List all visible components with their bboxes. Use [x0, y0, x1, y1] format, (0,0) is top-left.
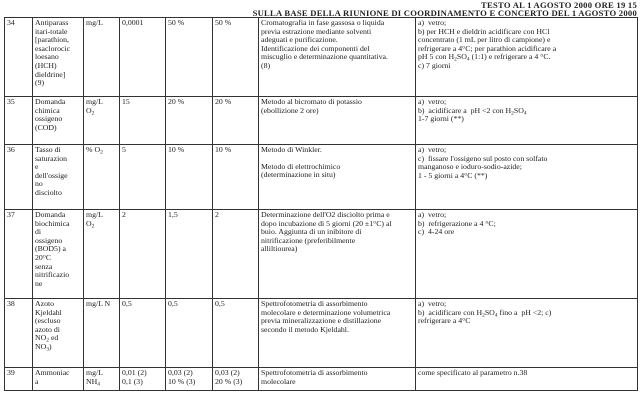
param-value-3-cell [213, 299, 259, 368]
param-conservation-text: come specificato al parametro n.38 [418, 368, 528, 377]
param-value-2-cell [166, 210, 213, 299]
param-name-text: 20°C [35, 252, 52, 262]
param-method-text: dopo incubazione di 5 giorni (20 ±1°C) al [261, 218, 392, 228]
param-value-1-text: 0,5 [122, 299, 132, 308]
param-name-text: ne [35, 278, 43, 288]
param-name-text: Kjeldahl [35, 307, 62, 317]
param-method-cell [259, 368, 416, 391]
param-method-text: Metodo di Winkler. [261, 145, 322, 154]
param-name-text: no [35, 179, 43, 189]
param-method-text: Spettrofotometria di assorbimento [261, 368, 368, 377]
param-name-text: saturazion [35, 153, 68, 163]
param-name-cell [33, 145, 84, 210]
param-name-text: (BOD5) a [35, 244, 66, 254]
param-name-text: (9) [35, 78, 45, 88]
param-conservation-text: refrigerare a 4°C; per parathion acidificare a [418, 43, 557, 53]
param-name-text: disciolto [35, 187, 62, 197]
param-number-text: 37 [7, 210, 15, 219]
param-method-text: Spettrofotometria di assorbimento [261, 299, 368, 308]
param-name-text: dieldrine] [35, 69, 66, 79]
param-name-text: dell'ossige [35, 170, 68, 180]
param-number-cell [5, 18, 33, 97]
param-method-cell [259, 18, 416, 97]
param-method-text: secondo il metodo Kjeldahl. [261, 324, 349, 334]
parameters-table [4, 17, 638, 391]
param-name-text: ossigeno [35, 235, 63, 245]
param-method-text: (ebollizione 2 ore) [261, 105, 319, 115]
param-method-text: previa estrazione mediante solventi [261, 26, 372, 36]
param-conservation-text: pH 5 con $H_2SO_4$ (1:1) e refrigerare a 4 °C. [418, 52, 551, 63]
param-method-text: previa mineralizzazione e distillazione [261, 316, 382, 326]
param-value-2-cell [166, 145, 213, 210]
param-value-1-cell [120, 97, 166, 145]
param-value-2-text: 0,5 [168, 299, 178, 308]
param-value-3-text: 10 % [215, 145, 232, 154]
param-name-text: a [35, 376, 39, 386]
document-header-date: TESTO AL 1 AGOSTO 2000 ORE 19 15 [481, 0, 637, 10]
param-name-text: ossigeno [35, 114, 63, 124]
param-unit-text: $NH_4$ [86, 376, 101, 388]
param-name-text: e [35, 162, 39, 172]
param-unit-text: mg/L [86, 368, 103, 377]
param-unit-cell [84, 18, 120, 97]
param-name-text: di [35, 227, 42, 237]
param-method-cell [259, 145, 416, 210]
param-value-3-text: 20 % [215, 97, 232, 106]
param-unit-text: % $O_2$ [86, 145, 103, 156]
param-method-text: buio. Aggiunta di un inibitore di [261, 227, 362, 237]
param-conservation-text: c) 4-24 ore [418, 227, 455, 237]
param-method-text: nitrificazione (preferibilmente [261, 235, 356, 245]
param-name-cell [33, 368, 84, 391]
param-value-3-cell [213, 210, 259, 299]
param-value-1-text: 2 [122, 210, 126, 219]
param-name-text: senza [35, 261, 53, 271]
param-number-text: 36 [7, 145, 15, 154]
param-value-1-text: 0,1 (3) [122, 376, 143, 386]
param-conservation-text: b) acidificare con $H_2SO_4$ fino a pH <2; c) [418, 307, 552, 319]
param-method-text: Metodo di elettrochimico [261, 161, 341, 171]
param-value-3-text: 0,5 [215, 299, 225, 308]
param-unit-cell [84, 145, 120, 210]
param-value-3-cell [213, 97, 259, 145]
param-method-cell [259, 210, 416, 299]
param-name-text: esaclorocic [35, 43, 71, 53]
param-conservation-cell [416, 18, 638, 97]
param-value-2-text: 20 % [168, 97, 185, 106]
param-conservation-text: a) vetro; [418, 210, 447, 219]
param-value-1-text: 5 [122, 145, 126, 154]
param-conservation-text: b) refrigerazione a 4 °C; [418, 218, 496, 228]
param-conservation-cell [416, 299, 638, 368]
param-conservation-cell [416, 368, 638, 391]
param-number-text: 34 [7, 18, 15, 27]
parameters-table-body [5, 18, 638, 391]
param-name-text: Domanda [35, 210, 66, 219]
param-name-text: loesano [35, 52, 59, 62]
param-value-1-text: 15 [122, 97, 130, 106]
param-name-cell [33, 97, 84, 145]
param-value-3-cell [213, 145, 259, 210]
param-conservation-text: a) vetro; [418, 97, 447, 106]
param-conservation-text: a) vetro; [418, 145, 447, 154]
param-conservation-cell [416, 210, 638, 299]
param-value-1-cell [120, 299, 166, 368]
param-name-text: (COD) [35, 122, 57, 132]
param-conservation-text: c) fissare l'ossigeno sul posto con solfato [418, 153, 548, 163]
param-value-3-cell [213, 368, 259, 391]
param-unit-text: mg/L [86, 18, 103, 27]
param-name-cell [33, 299, 84, 368]
param-method-text: molecolare e determinazione volumetrica [261, 307, 391, 317]
param-value-3-text: 20 % (3) [215, 376, 243, 386]
param-name-text: (HCH) [35, 60, 57, 70]
param-number-cell [5, 368, 33, 391]
param-method-text: adeguati e purificazione. [261, 35, 338, 45]
param-value-3-cell [213, 18, 259, 97]
param-unit-cell [84, 97, 120, 145]
param-unit-text: mg/L N [86, 299, 111, 308]
param-name-text: Azoto [35, 299, 55, 308]
param-name-cell [33, 210, 84, 299]
param-method-text: (8) [261, 60, 271, 70]
param-unit-cell [84, 368, 120, 391]
param-name-text: $NO_3$) [35, 341, 52, 353]
table-row [5, 145, 638, 210]
param-name-text: nitrificazio [35, 270, 70, 280]
param-conservation-text: b) per HCH e dieldrin acidificare con HCl [418, 26, 550, 36]
param-conservation-text: b) acidificare a pH <2 con $H_2SO_4$ [418, 105, 527, 117]
param-unit-text: mg/L [86, 97, 103, 106]
table-row [5, 18, 638, 97]
param-value-2-text: 10 % [168, 145, 185, 154]
param-value-1-text: 0,0001 [122, 18, 144, 27]
param-name-cell [33, 18, 84, 97]
param-name-text: azoto di [35, 324, 60, 334]
table-row [5, 368, 638, 391]
param-method-cell [259, 299, 416, 368]
param-method-text: molecolare [261, 376, 296, 386]
param-value-2-cell [166, 368, 213, 391]
param-value-3-text: 0,03 (2) [215, 368, 240, 377]
param-name-text: (escluso [35, 316, 61, 326]
param-name-text: biochimica [35, 218, 70, 228]
param-unit-text: $O_2$ [86, 218, 95, 230]
param-name-text: Antiparass [35, 18, 69, 27]
param-unit-text: mg/L [86, 210, 103, 219]
param-value-2-cell [166, 299, 213, 368]
param-conservation-text: a) vetro; [418, 299, 447, 308]
document-header-title: SULLA BASE DELLA RIUNIONE DI COORDINAMENTO E CONCERTO DEL 1 AGOSTO 2000 [252, 8, 637, 18]
param-value-1-cell [120, 18, 166, 97]
table-row [5, 97, 638, 145]
param-number-cell [5, 299, 33, 368]
param-name-text: Domanda [35, 97, 66, 106]
param-number-cell [5, 210, 33, 299]
param-conservation-text: c) 7 giorni [418, 60, 451, 70]
param-method-text: (determinazione in situ) [261, 170, 336, 180]
param-unit-cell [84, 299, 120, 368]
param-value-1-text: 0,01 (2) [122, 368, 147, 377]
param-value-3-text: 2 [215, 210, 219, 219]
param-name-text: [parathion, [35, 35, 69, 45]
param-conservation-text: manganoso e ioduro-sodio-azide; [418, 162, 522, 172]
param-value-2-cell [166, 97, 213, 145]
param-number-text: 39 [7, 368, 15, 377]
param-unit-text: $O_2$ [86, 105, 95, 117]
table-row [5, 210, 638, 299]
param-method-text: Identificazione dei componenti del [261, 43, 370, 53]
param-method-text: Determinazione dell'O2 disciolto prima e [261, 210, 390, 219]
param-name-text: chimica [35, 105, 60, 115]
param-value-2-text: 50 % [168, 18, 185, 27]
param-conservation-cell [416, 97, 638, 145]
param-name-text: itari-totale [35, 26, 68, 36]
table-row [5, 299, 638, 368]
param-conservation-text: refrigerare a 4°C [418, 316, 471, 326]
param-name-text: $NO_2$ ed [35, 333, 59, 344]
param-conservation-text: concentrato (1 mL per litro di campione) e [418, 35, 551, 45]
param-number-text: 38 [7, 299, 15, 308]
param-name-text: Ammoniac [35, 368, 70, 377]
param-value-2-text: 10 % (3) [168, 376, 196, 386]
param-conservation-text: a) vetro; [418, 18, 447, 27]
param-method-text: Metodo al bicromato di potassio [261, 97, 362, 106]
param-value-1-cell [120, 145, 166, 210]
param-unit-cell [84, 210, 120, 299]
param-method-cell [259, 97, 416, 145]
param-number-cell [5, 145, 33, 210]
param-conservation-cell [416, 145, 638, 210]
param-method-text: Cromatografia in fase gassosa o liquida [261, 18, 385, 27]
param-method-text: alliltiourea) [261, 244, 298, 254]
param-value-1-cell [120, 210, 166, 299]
param-value-2-text: 0,03 (2) [168, 368, 193, 377]
param-value-3-text: 50 % [215, 18, 232, 27]
param-conservation-text: 1 - 5 giorni a 4°C (**) [418, 170, 488, 180]
param-value-2-cell [166, 18, 213, 97]
param-number-text: 35 [7, 97, 15, 106]
param-value-1-cell [120, 368, 166, 391]
param-conservation-text: 1-7 giorni (**) [418, 114, 464, 124]
param-method-text: miscuglio e determinazione quantitativa. [261, 52, 388, 62]
param-name-text: Tasso di [35, 145, 61, 154]
param-value-2-text: 1,5 [168, 210, 178, 219]
param-number-cell [5, 97, 33, 145]
